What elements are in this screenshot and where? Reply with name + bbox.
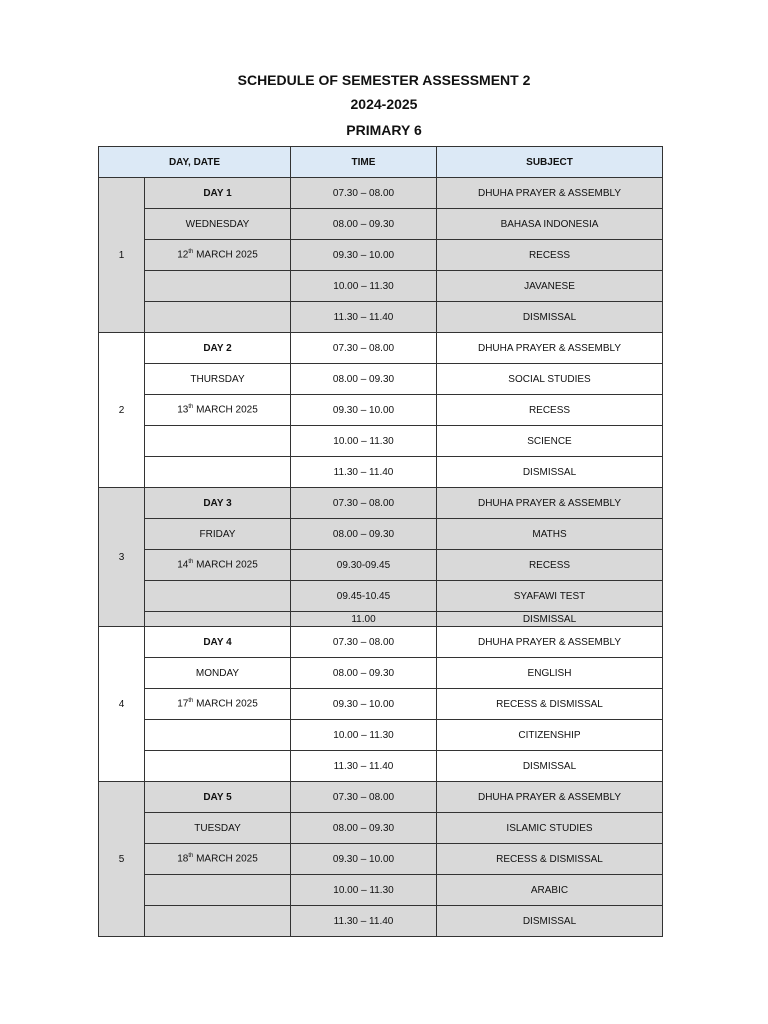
subject-cell: DISMISSAL [437, 906, 663, 937]
schedule-body [99, 178, 663, 937]
subject-cell: BAHASA INDONESIA [437, 209, 663, 240]
table-row [99, 271, 663, 302]
time-cell: 09.30 – 10.00 [291, 689, 437, 720]
subject-cell: MATHS [437, 519, 663, 550]
table-row [99, 178, 663, 209]
date-month-year: MARCH 2025 [193, 698, 258, 710]
date-month-year: MARCH 2025 [193, 853, 258, 865]
table-row [99, 519, 663, 550]
date-cell [145, 395, 291, 426]
schedule-table [98, 146, 663, 937]
date-cell [145, 844, 291, 875]
empty-cell [145, 875, 291, 906]
table-row [99, 364, 663, 395]
empty-cell [145, 457, 291, 488]
time-cell: 08.00 – 09.30 [291, 209, 437, 240]
table-header-row [99, 147, 663, 178]
weekday-cell: MONDAY [145, 658, 291, 689]
time-cell: 11.30 – 11.40 [291, 751, 437, 782]
subject-cell: RECESS & DISMISSAL [437, 844, 663, 875]
table-row [99, 488, 663, 519]
date-day-number: 17 [177, 698, 189, 710]
time-cell: 08.00 – 09.30 [291, 813, 437, 844]
weekday-cell: THURSDAY [145, 364, 291, 395]
empty-cell [145, 426, 291, 457]
table-row [99, 627, 663, 658]
date-month-year: MARCH 2025 [193, 249, 258, 261]
table-row [99, 426, 663, 457]
table-row [99, 751, 663, 782]
time-cell: 07.30 – 08.00 [291, 333, 437, 364]
subject-cell: DHUHA PRAYER & ASSEMBLY [437, 178, 663, 209]
day-label-cell: DAY 1 [145, 178, 291, 209]
time-cell: 07.30 – 08.00 [291, 782, 437, 813]
subject-cell: JAVANESE [437, 271, 663, 302]
day-number-cell: 5 [99, 782, 145, 937]
time-cell: 07.30 – 08.00 [291, 178, 437, 209]
column-header-subject: SUBJECT [437, 147, 663, 178]
table-row [99, 844, 663, 875]
date-day-number: 14 [177, 559, 189, 571]
day-number-cell: 1 [99, 178, 145, 333]
table-row [99, 550, 663, 581]
time-cell: 11.00 [291, 612, 437, 627]
time-cell: 07.30 – 08.00 [291, 488, 437, 519]
subject-cell: DHUHA PRAYER & ASSEMBLY [437, 782, 663, 813]
date-cell [145, 689, 291, 720]
subject-cell: ISLAMIC STUDIES [437, 813, 663, 844]
date-cell [145, 240, 291, 271]
time-cell: 09.30 – 10.00 [291, 395, 437, 426]
empty-cell [145, 720, 291, 751]
day-label-cell: DAY 3 [145, 488, 291, 519]
subject-cell: CITIZENSHIP [437, 720, 663, 751]
subject-cell: DHUHA PRAYER & ASSEMBLY [437, 627, 663, 658]
table-row [99, 333, 663, 364]
table-row [99, 782, 663, 813]
table-row [99, 813, 663, 844]
day-number-cell: 2 [99, 333, 145, 488]
subject-cell: DISMISSAL [437, 612, 663, 627]
subject-cell: SYAFAWI TEST [437, 581, 663, 612]
subject-cell: DISMISSAL [437, 751, 663, 782]
date-month-year: MARCH 2025 [193, 404, 258, 416]
time-cell: 09.30-09.45 [291, 550, 437, 581]
time-cell: 10.00 – 11.30 [291, 426, 437, 457]
subject-cell: DISMISSAL [437, 457, 663, 488]
table-row [99, 240, 663, 271]
day-label-cell: DAY 5 [145, 782, 291, 813]
table-row [99, 906, 663, 937]
date-month-year: MARCH 2025 [193, 559, 258, 571]
time-cell: 09.30 – 10.00 [291, 240, 437, 271]
subject-cell: DHUHA PRAYER & ASSEMBLY [437, 488, 663, 519]
empty-cell [145, 612, 291, 627]
table-row [99, 302, 663, 333]
subject-cell: DISMISSAL [437, 302, 663, 333]
table-row [99, 395, 663, 426]
weekday-cell: TUESDAY [145, 813, 291, 844]
date-day-number: 13 [177, 404, 189, 416]
subject-cell: RECESS [437, 395, 663, 426]
date-ordinal-suffix: th [188, 249, 194, 256]
table-row [99, 689, 663, 720]
time-cell: 11.30 – 11.40 [291, 906, 437, 937]
time-cell: 10.00 – 11.30 [291, 875, 437, 906]
subject-cell: ENGLISH [437, 658, 663, 689]
table-row [99, 720, 663, 751]
academic-year: 2024-2025 [350, 96, 418, 112]
day-label-cell: DAY 2 [145, 333, 291, 364]
date-cell [145, 550, 291, 581]
empty-cell [145, 271, 291, 302]
subject-cell: RECESS [437, 240, 663, 271]
empty-cell [145, 302, 291, 333]
date-ordinal-suffix: th [188, 698, 194, 705]
time-cell: 10.00 – 11.30 [291, 271, 437, 302]
time-cell: 08.00 – 09.30 [291, 658, 437, 689]
empty-cell [145, 581, 291, 612]
empty-cell [145, 751, 291, 782]
table-row [99, 875, 663, 906]
day-label-cell: DAY 4 [145, 627, 291, 658]
time-cell: 09.30 – 10.00 [291, 844, 437, 875]
subject-cell: SOCIAL STUDIES [437, 364, 663, 395]
subject-cell: DHUHA PRAYER & ASSEMBLY [437, 333, 663, 364]
date-day-number: 18 [177, 853, 189, 865]
date-ordinal-suffix: th [188, 853, 194, 860]
table-row [99, 457, 663, 488]
subject-cell: SCIENCE [437, 426, 663, 457]
day-number-cell: 3 [99, 488, 145, 627]
subject-cell: RECESS & DISMISSAL [437, 689, 663, 720]
table-row [99, 581, 663, 612]
subject-cell: ARABIC [437, 875, 663, 906]
time-cell: 09.45-10.45 [291, 581, 437, 612]
date-ordinal-suffix: th [188, 559, 194, 566]
column-header-day-date: DAY, DATE [99, 147, 291, 178]
empty-cell [145, 906, 291, 937]
table-row [99, 658, 663, 689]
subject-cell: RECESS [437, 550, 663, 581]
table-row [99, 612, 663, 627]
column-header-time: TIME [291, 147, 437, 178]
weekday-cell: WEDNESDAY [145, 209, 291, 240]
time-cell: 11.30 – 11.40 [291, 302, 437, 333]
time-cell: 07.30 – 08.00 [291, 627, 437, 658]
time-cell: 08.00 – 09.30 [291, 519, 437, 550]
schedule-title: SCHEDULE OF SEMESTER ASSESSMENT 2 [237, 72, 531, 88]
time-cell: 08.00 – 09.30 [291, 364, 437, 395]
time-cell: 11.30 – 11.40 [291, 457, 437, 488]
time-cell: 10.00 – 11.30 [291, 720, 437, 751]
weekday-cell: FRIDAY [145, 519, 291, 550]
date-day-number: 12 [177, 249, 189, 261]
date-ordinal-suffix: th [188, 404, 194, 411]
grade-level: PRIMARY 6 [346, 122, 422, 138]
day-number-cell: 4 [99, 627, 145, 782]
table-row [99, 209, 663, 240]
